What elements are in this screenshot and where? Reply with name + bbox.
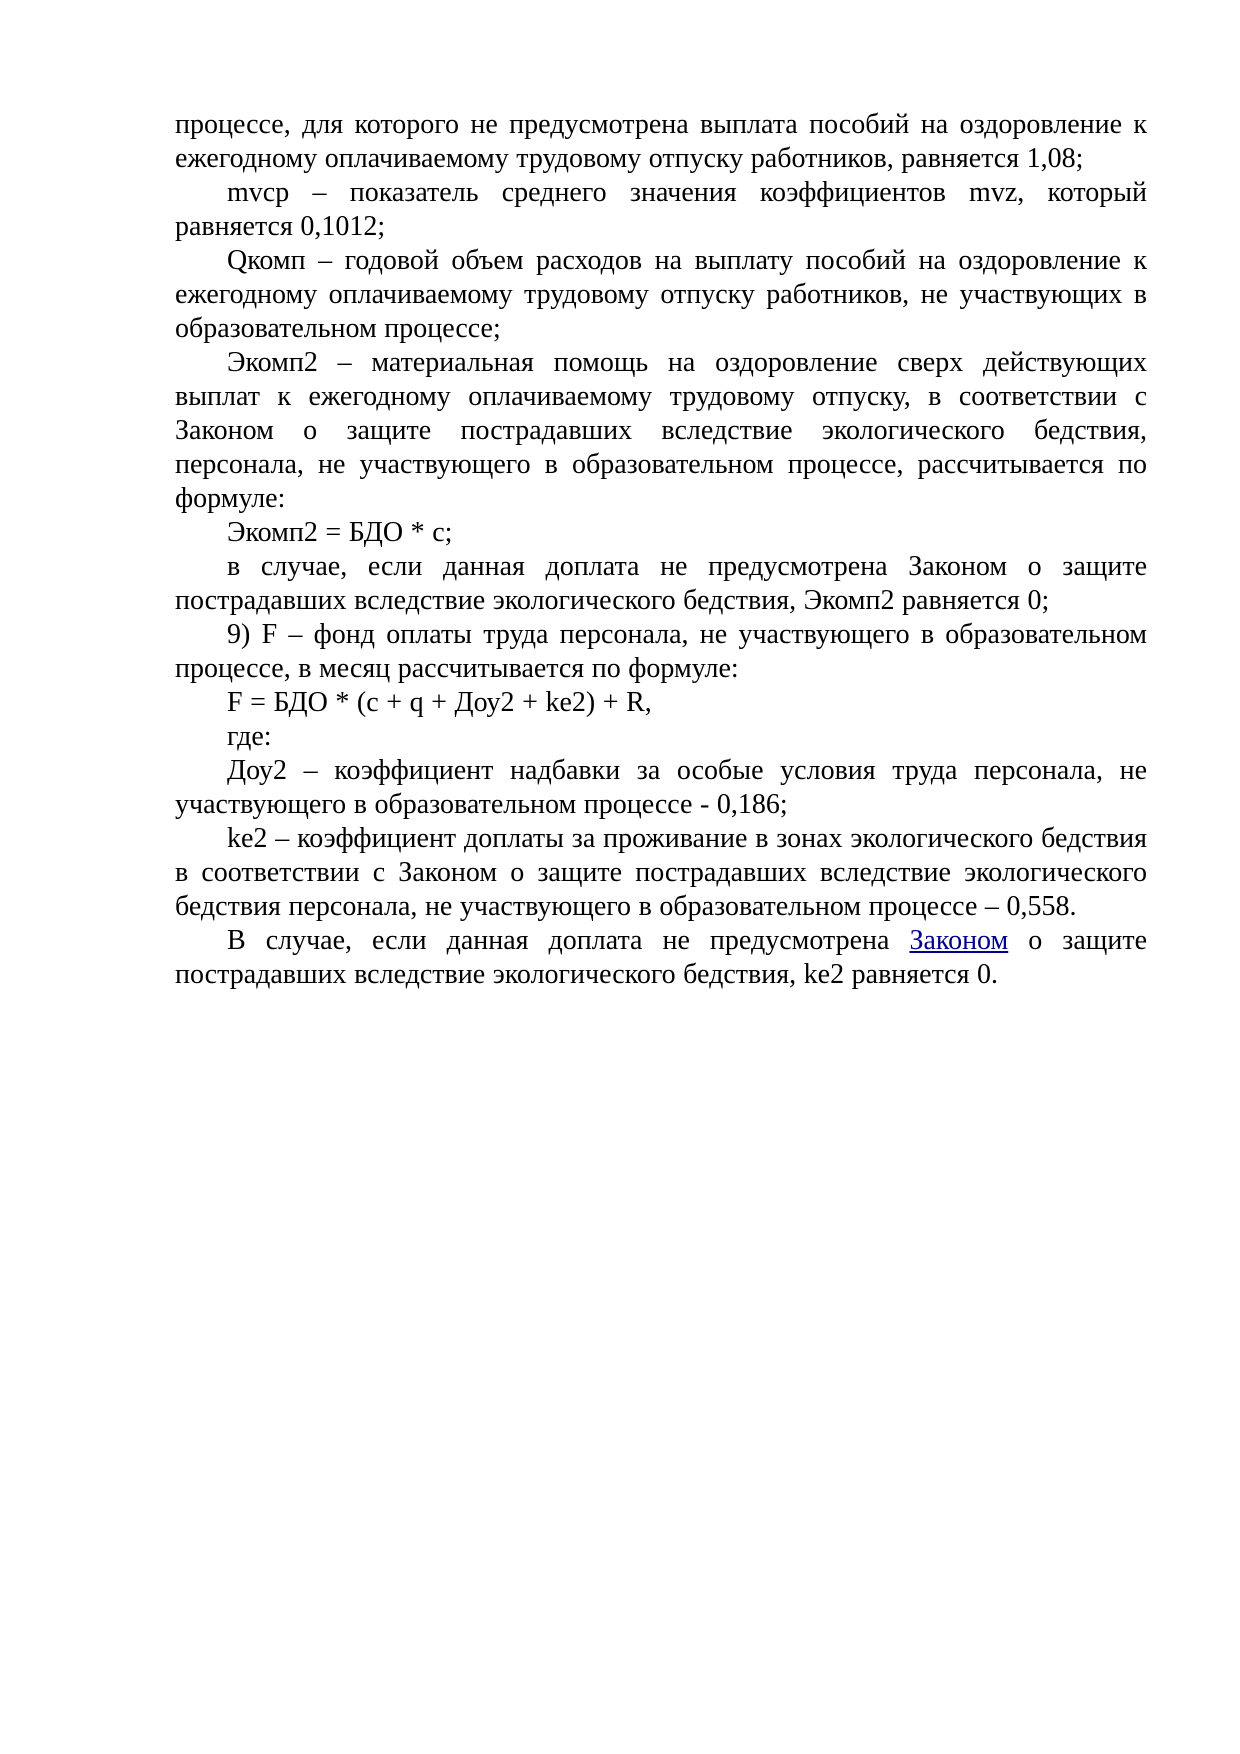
paragraph: Qкомп – годовой объем расходов на выплату пособий на оздоровление к ежегодному оплачиваемому трудовому отпуску работников, не участвующих в образовательном процессе;: [175, 245, 1147, 344]
paragraph: 9) F – фонд оплаты труда персонала, не участвующего в образовательном процессе, в месяц рассчитывается по формуле:: [175, 619, 1147, 684]
paragraph: в случае, если данная доплата не предусмотрена Законом о защите пострадавших вследствие экологического бедствия, Экомп2 равняется 0;: [175, 551, 1147, 616]
paragraph-text: о защите пострадавших вследствие экологического бедствия, ke2 равняется 0.: [175, 925, 1147, 990]
paragraph: Доу2 – коэффициент надбавки за особые условия труда персонала, не участвующего в образовательном процессе - 0,186;: [175, 755, 1147, 820]
paragraph: ke2 – коэффициент доплаты за проживание в зонах экологического бедствия в соответствии с Законом о защите пострадавших вследствие экологического бедствия персонала, не участвующего в образовательном процессе – 0,558.: [175, 823, 1147, 922]
law-link[interactable]: Законом: [909, 925, 1009, 956]
formula-paragraph: Экомп2 = БДО * с;: [227, 517, 453, 548]
paragraph: Экомп2 – материальная помощь на оздоровление сверх действующих выплат к ежегодному оплачиваемому трудовому отпуску, в соответствии с Законом о защите пострадавших вследствие экологического бедствия, персонала, не участвующего в образовательном процессе, рассчитывается по формуле:: [175, 347, 1147, 514]
formula-paragraph: F = БДО * (с + q + Доу2 + ke2) + R,: [227, 687, 652, 718]
paragraph-with-link: [175, 924, 1147, 992]
formula-paragraph: где:: [227, 721, 272, 752]
paragraph: mvcp – показатель среднего значения коэффициентов mvz, который равняется 0,1012;: [175, 177, 1147, 242]
paragraph-text: В случае, если данная доплата не предусмотрена: [227, 925, 910, 956]
text-block: [175, 108, 1147, 992]
paragraph: процессе, для которого не предусмотрена выплата пособий на оздоровление к ежегодному оплачиваемому трудовому отпуску работников, равняется 1,08;: [175, 109, 1147, 174]
